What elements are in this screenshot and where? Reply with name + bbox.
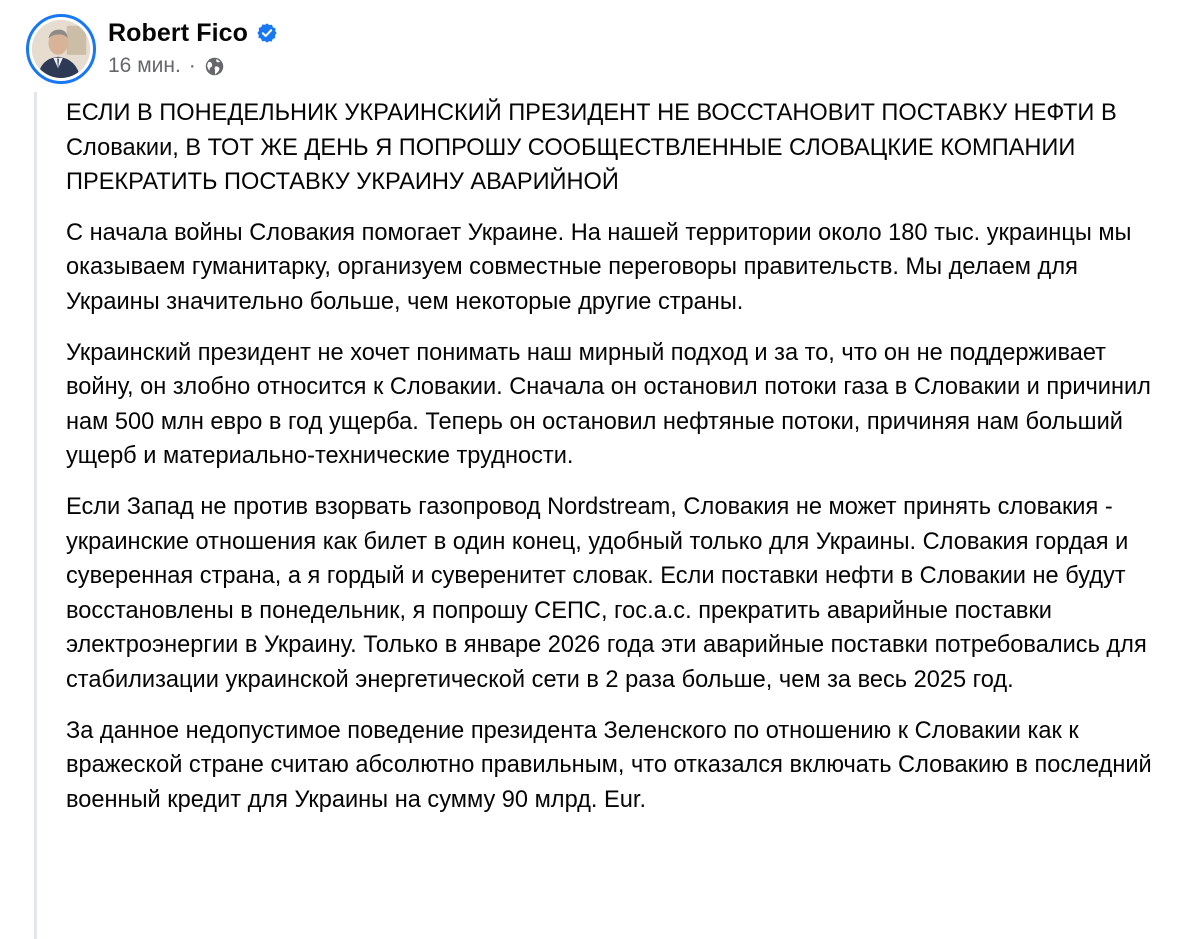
post-headline: ЕСЛИ В ПОНЕДЕЛЬНИК УКРАИНСКИЙ ПРЕЗИДЕНТ НЕ ВОССТАНОВИТ ПОСТАВКУ НЕФТИ В Словакии, В ТОТ ЖЕ ДЕНЬ Я ПОПРОШУ СООБЩЕСТВЛЕННЫЕ СЛОВАЦКИЕ КОМПАНИИ ПРЕКРАТИТЬ ПОСТАВКУ УКРАИНУ АВАРИЙНОЙ (66, 100, 1117, 196)
post-meta (108, 50, 278, 82)
post-paragraph: Если Запад не против взорвать газопровод Nordstream, Словакия не может принять словакия - украинские отношения как билет в один конец, удобный только для Украины. Словакия гордая и суверенная страна, а я гордый и суверенитет словак. Если поставки нефти в Словакии не будут восстановлены в понедельник, я попрошу СЕПС, гос.а.с. прекратить аварийные поставки электроэнергии в Украину. Только в январе 2026 года эти аварийные поставки потребовались для стабилизации украинской энергетической сети в 2 раза больше, чем за весь 2025 год. (66, 493, 1147, 693)
author-name[interactable]: Robert Fico (108, 18, 248, 47)
meta-separator: · (188, 54, 196, 77)
profile-photo-icon (32, 20, 90, 78)
post-paragraph: За данное недопустимое поведение президента Зеленского по отношению к Словакии как к вражеской стране считаю абсолютно правильным, что отказался включать Словакию в последний военный кредит для Украины на сумму 90 млрд. Eur. (66, 717, 1152, 813)
verified-badge-icon (256, 22, 278, 44)
avatar[interactable] (26, 14, 96, 84)
globe-icon[interactable] (204, 56, 225, 77)
avatar-photo (32, 20, 90, 78)
post-paragraph: С начала войны Словакия помогает Украине. На нашей территории около 180 тыс. украинцы мы оказываем гуманитарку, организуем совместные переговоры правительств. Мы делаем для Украины значительно больше, чем некоторые другие страны. (66, 219, 1132, 315)
post-paragraph: Украинский президент не хочет понимать наш мирный подход и за то, что он не поддерживает войну, он злобно относится к Словакии. Сначала он остановил потоки газа в Словакии и причинил нам 500 млн евро в год ущерба. Теперь он остановил нефтяные потоки, причиняя нам больший ущерб и материально-технические трудности. (66, 339, 1151, 470)
post-body (66, 96, 1176, 833)
post-left-rule (34, 92, 37, 939)
post-header (26, 14, 278, 84)
post-timestamp[interactable]: 16 мин. (108, 54, 181, 77)
